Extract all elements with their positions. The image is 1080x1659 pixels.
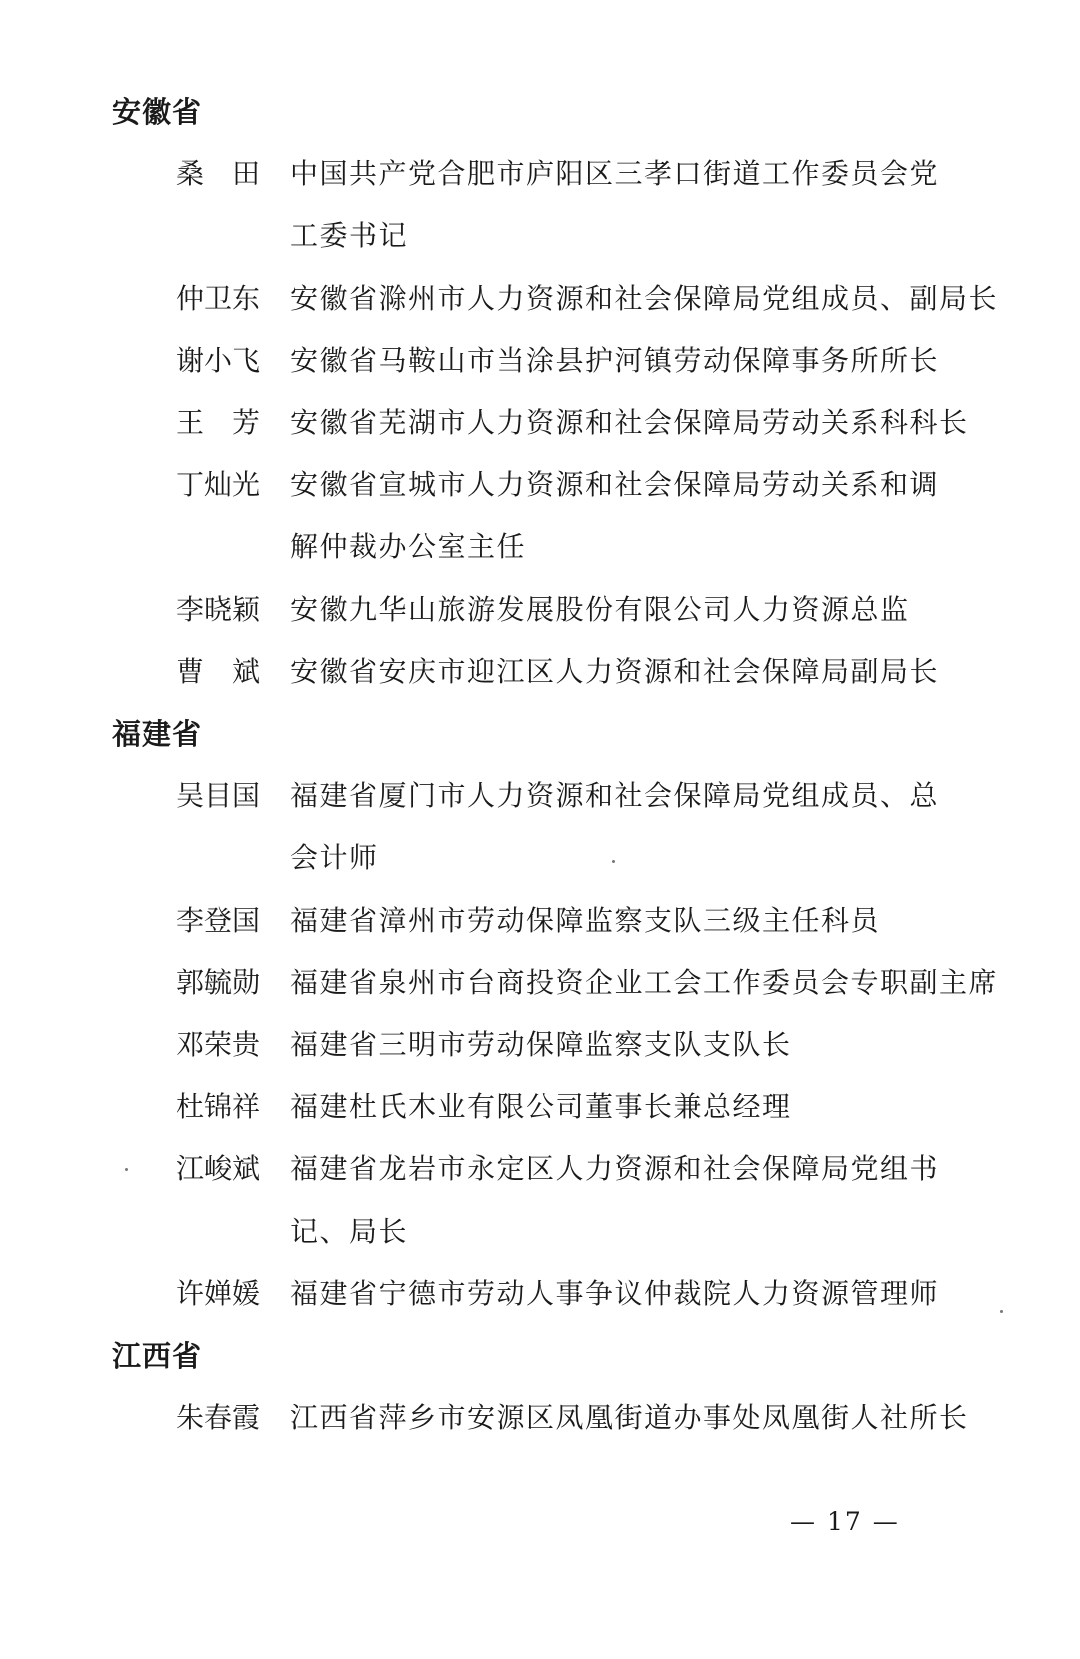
person-title-line: 中国共产党合肥市庐阳区三孝口街道工作委员会党 bbox=[290, 157, 940, 191]
person-title-line: 福建省三明市劳动保障监察支队支队长 bbox=[290, 1028, 792, 1061]
person-title-line: 安徽省滁州市人力资源和社会保障局党组成员、副局长 bbox=[290, 281, 999, 315]
person-name: 谢小飞 bbox=[176, 343, 261, 377]
person-title-line: 江西省萍乡市安源区凤凰街道办事处凤凰街人社所长 bbox=[290, 1401, 969, 1435]
person-title-line: 福建省漳州市劳动保障监察支队三级主任科员 bbox=[290, 903, 881, 937]
province-heading: 安徽省 bbox=[112, 95, 203, 129]
page-number: — 17 — bbox=[790, 1507, 900, 1536]
scan-speck bbox=[125, 1168, 128, 1171]
person-title-line: 记、局长 bbox=[290, 1214, 409, 1248]
scan-speck bbox=[612, 860, 615, 863]
person-name: 李晓颖 bbox=[176, 592, 261, 626]
person-name: 桑 田 bbox=[176, 157, 260, 191]
person-name: 曹 斌 bbox=[176, 654, 260, 688]
person-name: 李登国 bbox=[176, 903, 261, 937]
person-title-line: 工委书记 bbox=[290, 219, 409, 253]
person-name: 许婵媛 bbox=[176, 1276, 261, 1310]
person-name: 杜锦祥 bbox=[176, 1090, 261, 1124]
person-title-line: 安徽省宣城市人力资源和社会保障局劳动关系和调 bbox=[290, 468, 940, 502]
person-name: 仲卫东 bbox=[176, 281, 261, 315]
person-title-line: 福建省宁德市劳动人事争议仲裁院人力资源管理师 bbox=[290, 1276, 940, 1310]
person-name: 王 芳 bbox=[176, 406, 260, 439]
person-title-line: 福建省厦门市人力资源和社会保障局党组成员、总 bbox=[290, 779, 940, 813]
person-title-line: 福建省泉州市台商投资企业工会工作委员会专职副主席 bbox=[290, 965, 999, 999]
person-name: 郭毓勋 bbox=[176, 965, 261, 999]
person-title-line: 安徽省安庆市迎江区人力资源和社会保障局副局长 bbox=[290, 654, 940, 688]
person-name: 朱春霞 bbox=[176, 1401, 261, 1435]
person-title-line: 福建杜氏木业有限公司董事长兼总经理 bbox=[290, 1090, 792, 1124]
person-name: 丁灿光 bbox=[176, 468, 261, 502]
province-heading: 福建省 bbox=[112, 717, 203, 751]
scan-speck bbox=[1000, 1310, 1003, 1313]
person-title-line: 安徽九华山旅游发展股份有限公司人力资源总监 bbox=[290, 592, 910, 626]
person-title-line: 安徽省芜湖市人力资源和社会保障局劳动关系科科长 bbox=[290, 406, 969, 439]
person-title-line: 解仲裁办公室主任 bbox=[290, 530, 527, 564]
person-name: 吴目国 bbox=[176, 779, 261, 813]
person-title-line: 会计师 bbox=[290, 841, 379, 875]
province-heading: 江西省 bbox=[112, 1339, 203, 1373]
person-title-line: 福建省龙岩市永定区人力资源和社会保障局党组书 bbox=[290, 1152, 940, 1186]
person-name: 邓荣贵 bbox=[176, 1028, 261, 1061]
person-name: 江峻斌 bbox=[176, 1152, 261, 1186]
person-title-line: 安徽省马鞍山市当涂县护河镇劳动保障事务所所长 bbox=[290, 343, 940, 377]
